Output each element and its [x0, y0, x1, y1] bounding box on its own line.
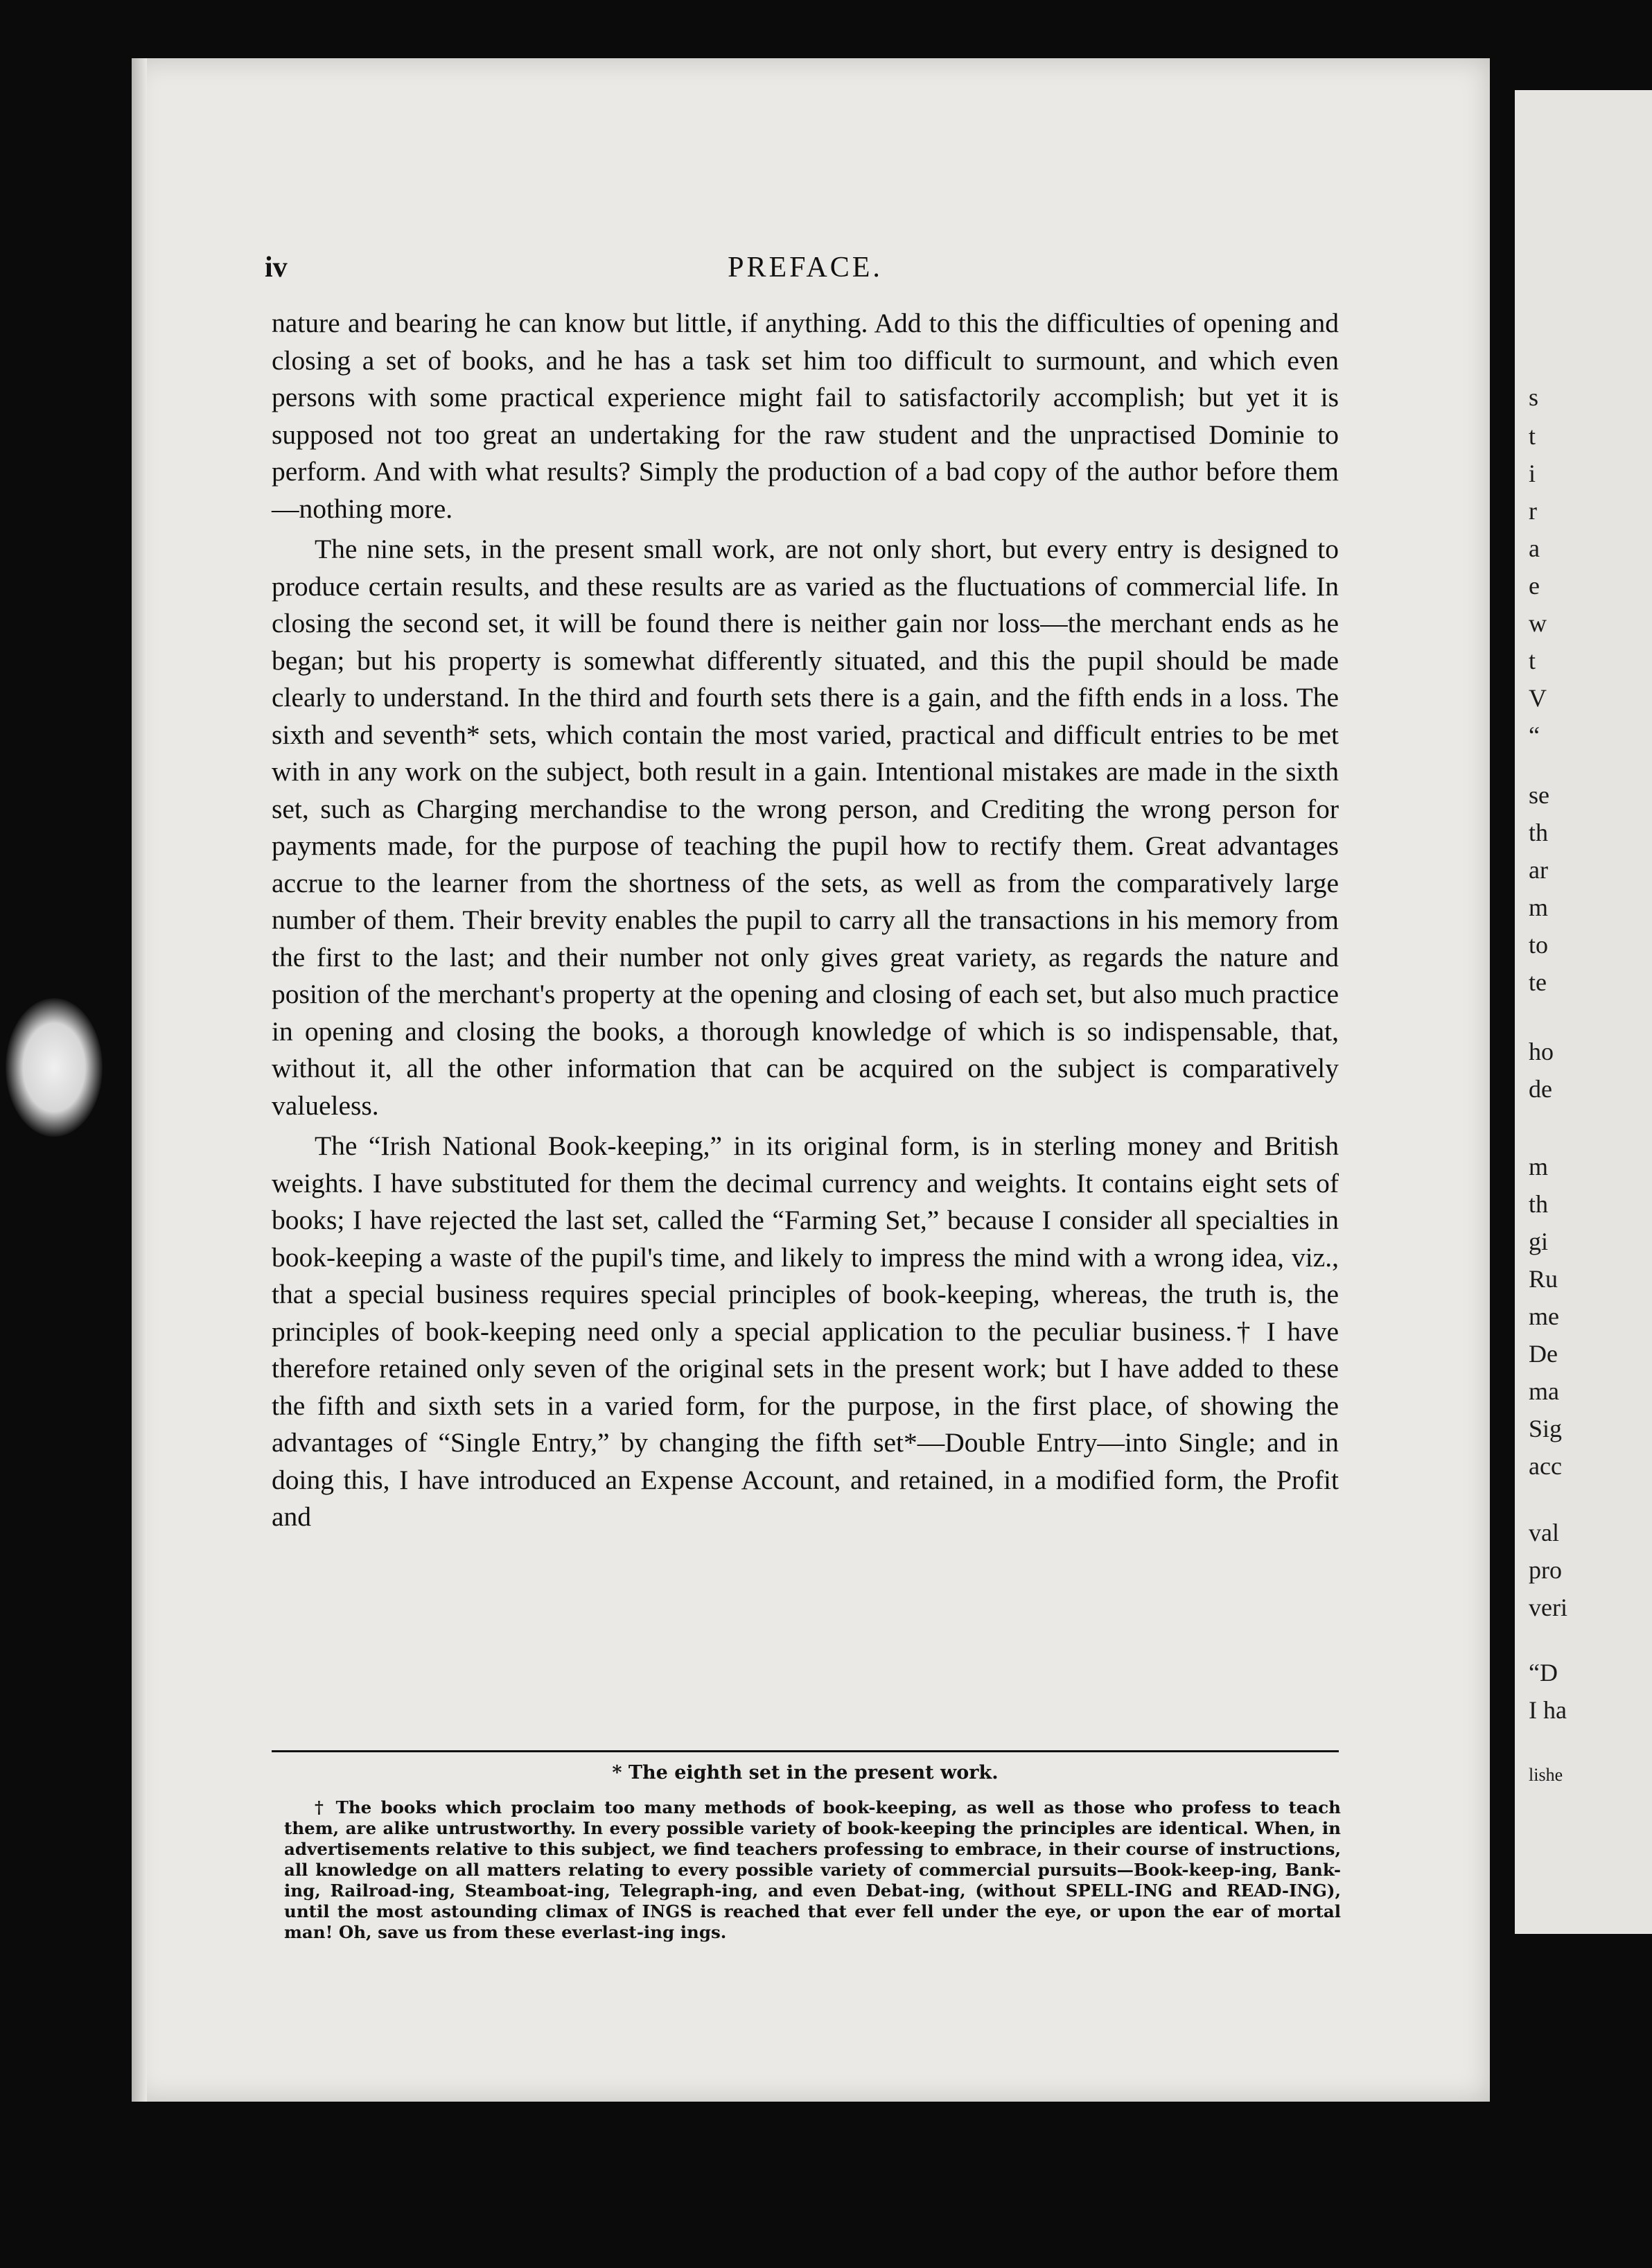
facing-fragment: V: [1529, 684, 1547, 712]
facing-fragment: t: [1529, 647, 1536, 674]
facing-fragment: ma: [1529, 1377, 1559, 1405]
facing-fragment: “D: [1529, 1659, 1558, 1686]
facing-fragment: e: [1529, 572, 1540, 600]
body-text: [272, 305, 1339, 1539]
facing-fragment: th: [1529, 1190, 1549, 1218]
facing-page-edge: [1515, 90, 1652, 1934]
page-number: iv: [265, 252, 288, 284]
facing-fragment: me: [1529, 1302, 1559, 1330]
facing-fragment: De: [1529, 1340, 1558, 1368]
facing-fragment: r: [1529, 497, 1537, 525]
facing-fragment: th: [1529, 819, 1549, 846]
paragraph: The nine sets, in the present small work, are not only short, but every entry is designed to produce certain results, and these results are as varied as the fluctuations of commercial life. In closing the second set, it will be found there is neither gain nor loss—the merchant ends as he began; but his property is somewhat differently situated, and this the pupil should be made clearly to understand. In the third and fourth sets there is a gain, and the fifth ends in a loss. The sixth and seventh* sets, which contain the most varied, practical and difficult entries to be met with in any work on the subject, both result in a gain. Intentional mistakes are made in the sixth set, such as Charging merchandise to the wrong person, and Crediting the wrong person for payments made, for the purpose of teaching the pupil how to rectify them. Great advantages accrue to the learner from the shortness of the sets, as well as from the comparatively large number of them. Their brevity enables the pupil to carry all the transactions in his memory from the first to the last; and their number not only gives great variety, as regards the nature and position of the merchant's property at the opening and closing of each set, but also much practice in opening and closing the books, a thorough knowledge of which is so indispensable, that, without it, all the other information that can be acquired on the subject is comparatively valueless.: [272, 534, 1339, 1121]
facing-fragment: “: [1529, 722, 1540, 749]
footnote-divider: [272, 1750, 1339, 1752]
facing-fragment: Sig: [1529, 1415, 1563, 1442]
facing-fragment: ho: [1529, 1038, 1554, 1065]
paragraph: The “Irish National Book-keeping,” in its original form, is in sterling money and British weights. I have substituted for them the decimal currency and weights. It contains eight sets of books; I have rejected the last set, called the “Farming Set,” because I consider all specialties in book-keeping a waste of the pupil's time, and likely to impress the mind with a wrong idea, viz., that a special business requires special principles of book-keeping, whereas, the truth is, the principles of book-keeping need only a special application to the peculiar business.† I have therefore retained only seven of the original sets in the present work; but I have added to these the fifth and sixth sets in a varied form, for the purpose, in the first place, of showing the advantages of “Single Entry,” by changing the fifth set*—Double Entry—into Single; and in doing this, I have introduced an Expense Account, and retained, in a modified form, the Profit and: [272, 1131, 1339, 1532]
facing-fragment: to: [1529, 931, 1549, 959]
paragraph: nature and bearing he can know but little, if anything. Add to this the difficulties of opening and closing a set of books, and he has a task set him too difficult to surmount, and which even persons with some practical experience might fail to satisfactorily accomplish; but yet it is supposed not too great an undertaking for the raw student and the unpractised Dominie to perform. And with what results? Simply the production of a bad copy of the author before them—nothing more.: [272, 308, 1339, 524]
facing-fragment: de: [1529, 1075, 1552, 1103]
facing-fragment: acc: [1529, 1452, 1562, 1480]
facing-fragment: i: [1529, 460, 1536, 487]
facing-fragment: gi: [1529, 1228, 1549, 1255]
footnote: † The books which proclaim too many methods of book-keeping, as well as those who profess to teach them, are alike untrustworthy. In every possible variety of book-keeping the principles are identical. When, in advertisements relative to this subject, we find teachers professing to embrace, in their course of instructions, all knowledge on all matters relating to every possible variety of commercial pursuits—Book-keep-ing, Bank-ing, Railroad-ing, Steamboat-ing, Telegraph-ing, and even Debat-ing, (without SPELL-ING and READ-ING), until the most astounding climax of INGS is reached that ever fell under the eye, or upon the ear of mortal man! Oh, save us from these everlast-ing ings.: [284, 1797, 1341, 1942]
facing-fragment: veri: [1529, 1594, 1567, 1621]
facing-fragment: val: [1529, 1519, 1559, 1546]
facing-fragment: m: [1529, 1153, 1549, 1180]
facing-fragment: I ha: [1529, 1696, 1567, 1724]
facing-fragment: pro: [1529, 1556, 1562, 1584]
facing-fragment: ar: [1529, 856, 1548, 884]
facing-fragment: te: [1529, 968, 1547, 996]
facing-fragment: lishe: [1529, 1765, 1563, 1785]
paper-stain: [6, 998, 103, 1137]
running-head: [265, 251, 1346, 293]
facing-fragment: t: [1529, 422, 1536, 450]
page-title: PREFACE.: [728, 252, 883, 284]
facing-fragment: se: [1529, 781, 1549, 809]
footnote: * The eighth set in the present work.: [612, 1762, 999, 1783]
facing-fragment: m: [1529, 893, 1549, 921]
facing-fragment: Ru: [1529, 1265, 1558, 1293]
facing-fragment: a: [1529, 534, 1540, 562]
facing-fragment: w: [1529, 609, 1547, 637]
facing-fragment: s: [1529, 383, 1539, 411]
